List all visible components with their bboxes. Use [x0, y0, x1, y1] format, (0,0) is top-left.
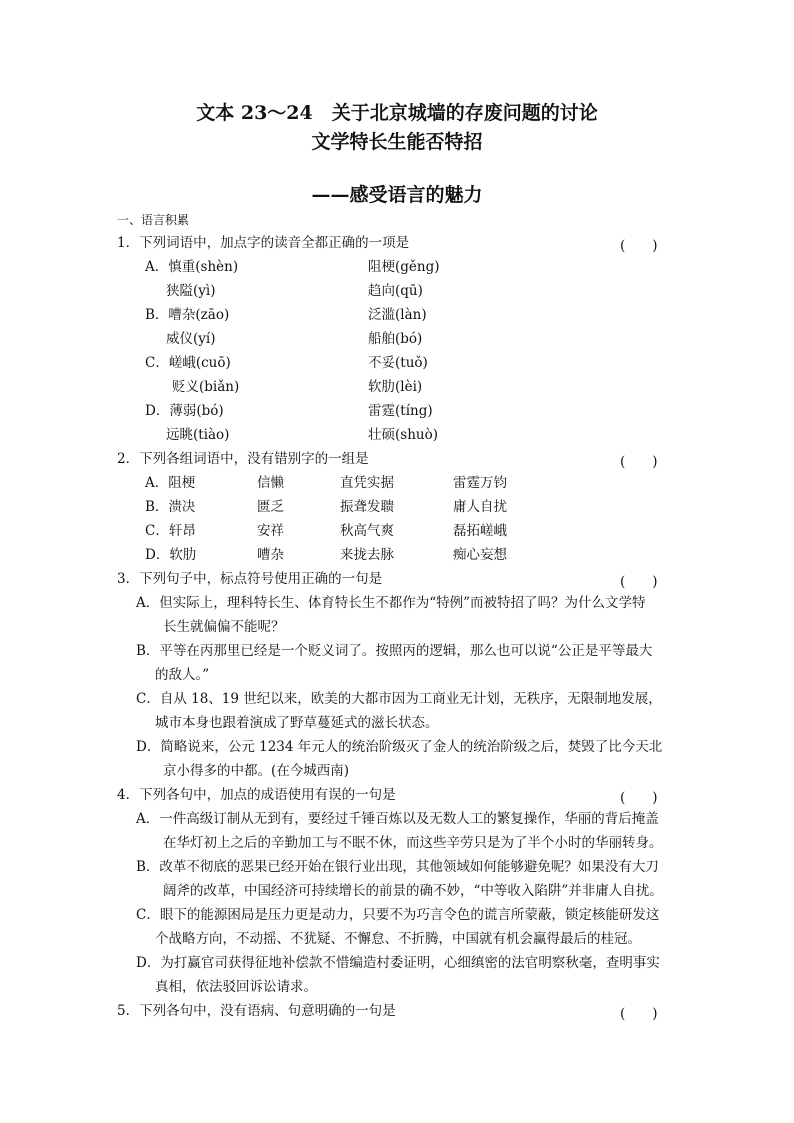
q2-row-c-col-4: 磊拓嵯峨 [453, 523, 507, 539]
q2-row-b-col-2: 匮乏 [257, 499, 284, 515]
q1-option-a-3: 狭隘(yì) [166, 283, 216, 299]
q1-option-a-4: 趋向(qū) [368, 283, 423, 299]
q2-row-c-col-1: C．轩昂 [145, 523, 196, 539]
q3-option-c-line-2: 城市本身也跟着演成了野草蔓延式的滋长状态。 [155, 715, 439, 731]
q1-option-d-4: 壮硕(shuò) [368, 427, 438, 443]
q4-option-b-line-1: B．改革不彻底的恶果已经开始在银行业出现，其他领域如何能够避免呢？如果没有大刀 [136, 859, 659, 875]
q2-row-d-col-4: 痴心妄想 [453, 547, 507, 563]
q3-option-d-line-2: 京小得多的中都。(在今城西南) [163, 763, 350, 779]
q2-row-a-col-1: A．阻梗 [145, 475, 196, 491]
question-2-answer-blank: ( ) [620, 454, 658, 470]
q1-option-c-4: 软肋(lèi) [368, 379, 423, 395]
q2-row-c-col-2: 安祥 [257, 523, 284, 539]
title-line-2: 文学特长生能否特招 [311, 131, 483, 153]
title-line-1: 文本 23～24 关于北京城墙的存废问题的讨论 [196, 102, 598, 124]
question-5-stem: 5．下列各句中，没有语病、句意明确的一句是 [117, 1003, 396, 1019]
question-4-answer-blank: ( ) [620, 790, 658, 806]
q2-row-b-col-1: B．溃决 [145, 499, 196, 515]
q3-option-b-line-2: 的敌人。” [155, 667, 210, 683]
question-2-stem: 2．下列各组词语中，没有错别字的一组是 [117, 451, 369, 467]
q1-option-b-3: 威仪(yí) [166, 331, 216, 347]
q4-option-a-line-2: 在华灯初上之后的辛勤加工与不眠不休，而这些辛劳只是为了半个小时的华丽转身。 [163, 835, 663, 851]
question-4-stem: 4．下列各句中，加点的成语使用有误的一句是 [117, 787, 396, 803]
q4-option-d-line-1: D．为打赢官司获得征地补偿款不惜编造村委证明，心细缜密的法官明察秋毫，查明事实 [136, 955, 660, 971]
question-5-answer-blank: ( ) [620, 1006, 658, 1022]
q2-row-a-col-3: 直凭实据 [340, 475, 394, 491]
q4-option-a-line-1: A．一件高级订制从无到有，要经过千锤百炼以及无数人工的繁复操作，华丽的背后掩盖 [136, 811, 659, 827]
q1-option-a-1: A．慎重(shèn) [145, 259, 239, 275]
q2-row-b-col-4: 庸人自扰 [453, 499, 507, 515]
q2-row-d-col-1: D．软肋 [145, 547, 197, 563]
q4-option-c-line-1: C．眼下的能源困局是压力更是动力，只要不为巧言令色的谎言所蒙蔽，锁定核能研发这 [136, 907, 660, 923]
q3-option-a-line-1: A．但实际上，理科特长生、体育特长生不都作为“特例”而被特招了吗？为什么文学特 [136, 595, 646, 611]
section-heading: 一、语言积累 [117, 213, 190, 227]
question-1-stem: 1．下列词语中，加点字的读音全都正确的一项是 [117, 235, 410, 251]
q2-row-b-col-3: 振聋发聩 [340, 499, 394, 515]
question-3-answer-blank: ( ) [620, 574, 658, 590]
title-line-3: ——感受语言的魅力 [311, 184, 483, 206]
q1-option-a-2: 阻梗(gěng) [368, 259, 440, 275]
q1-option-d-1: D．薄弱(bó) [145, 403, 224, 419]
q1-option-d-2: 雷霆(tíng) [368, 403, 433, 419]
q3-option-a-line-2: 长生就偏偏不能呢？ [163, 619, 285, 635]
q2-row-a-col-2: 信懒 [257, 475, 284, 491]
q1-option-b-1: B．嘈杂(zāo) [145, 307, 230, 323]
q1-option-b-4: 船舶(bó) [368, 331, 423, 347]
q4-option-c-line-2: 个战略方向，不动摇、不犹疑、不懈怠、不折腾，中国就有机会赢得最后的桂冠。 [155, 931, 641, 947]
q2-row-d-col-2: 嘈杂 [257, 547, 284, 563]
q2-row-d-col-3: 来拢去脉 [340, 547, 394, 563]
q2-row-c-col-3: 秋高气爽 [340, 523, 394, 539]
q3-option-d-line-1: D．简略说来，公元 1234 年元人的统治阶级灭了金人的统治阶级之后，焚毁了比今天北 [136, 739, 663, 755]
q1-option-c-3: 贬义(biǎn) [172, 379, 240, 395]
q1-option-b-2: 泛滥(làn) [368, 307, 427, 323]
q2-row-a-col-4: 雷霆万钧 [453, 475, 507, 491]
q4-option-d-line-2: 真相，依法驳回诉讼请求。 [155, 979, 317, 995]
q1-option-d-3: 远眺(tiào) [166, 427, 230, 443]
q3-option-c-line-1: C．自从 18、19 世纪以来，欧美的大都市因为工商业无计划，无秩序，无限制地发展， [136, 691, 662, 707]
question-1-answer-blank: ( ) [620, 238, 658, 254]
q4-option-b-line-2: 阔斧的改革，中国经济可持续增长的前景的确不妙，“中等收入陷阱”并非庸人自扰。 [163, 883, 663, 899]
q1-option-c-1: C．嵯峨(cuō) [145, 355, 231, 371]
question-3-stem: 3．下列句子中，标点符号使用正确的一句是 [117, 571, 383, 587]
q1-option-c-2: 不妥(tuǒ) [368, 355, 428, 371]
q3-option-b-line-1: B．平等在丙那里已经是一个贬义词了。按照丙的逻辑，那么也可以说“公正是平等最大 [136, 643, 653, 659]
